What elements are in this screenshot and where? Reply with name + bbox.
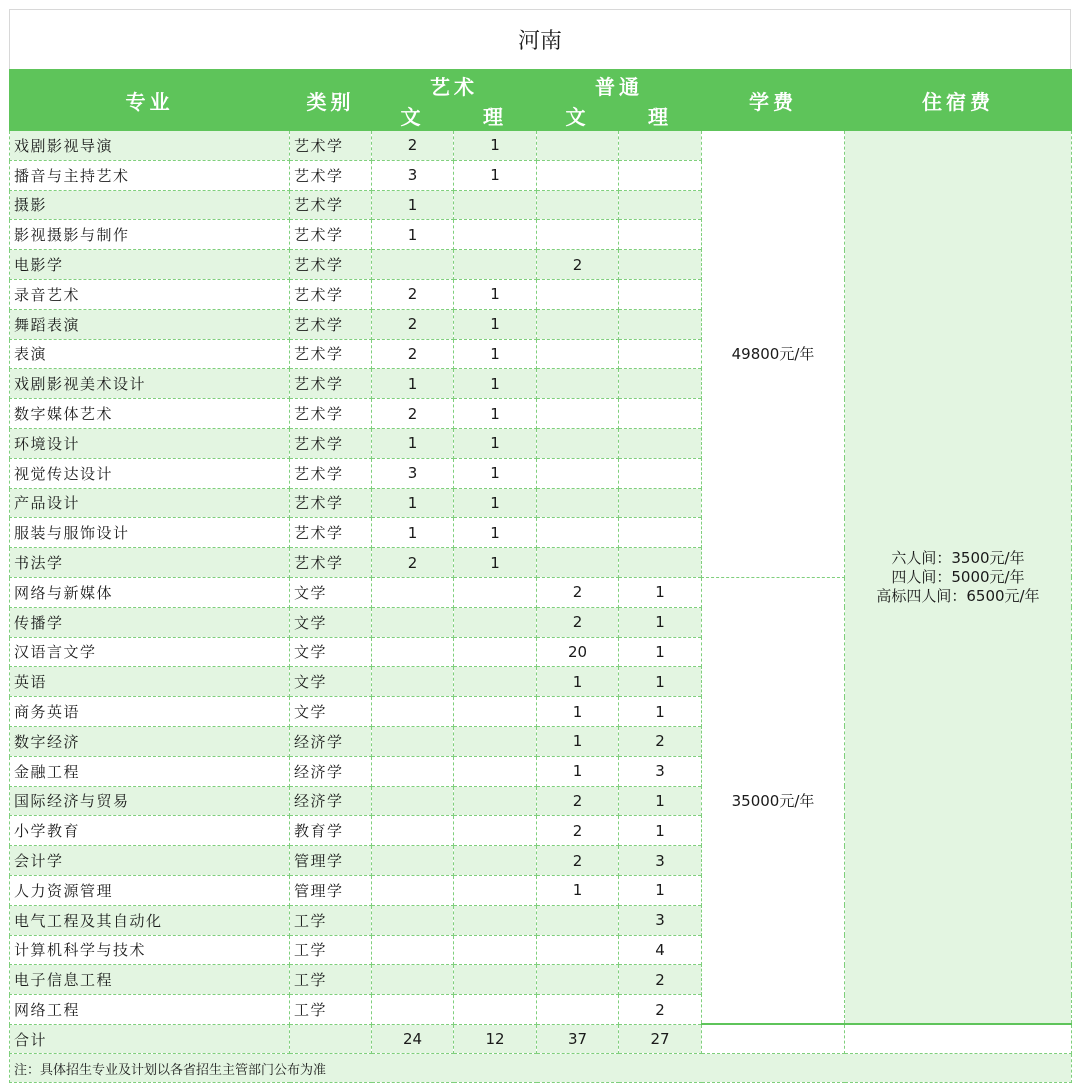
major-cell: 英语 xyxy=(10,667,290,697)
general-wen-cell xyxy=(537,458,619,488)
major-cell: 计算机科学与技术 xyxy=(10,935,290,965)
major-cell: 数字经济 xyxy=(10,726,290,756)
art-wen-cell: 1 xyxy=(372,369,454,399)
general-li-cell: 1 xyxy=(619,816,702,846)
general-li-cell xyxy=(619,131,702,161)
general-wen-cell: 1 xyxy=(537,875,619,905)
art-li-cell xyxy=(454,965,537,995)
general-wen-cell xyxy=(537,369,619,399)
art-wen-cell: 2 xyxy=(372,279,454,309)
art-li-cell: 1 xyxy=(454,428,537,458)
general-wen-cell xyxy=(537,965,619,995)
art-li-cell: 1 xyxy=(454,458,537,488)
major-cell: 小学教育 xyxy=(10,816,290,846)
art-li-cell: 1 xyxy=(454,399,537,429)
general-wen-cell xyxy=(537,190,619,220)
general-li-cell xyxy=(619,399,702,429)
general-wen-cell xyxy=(537,131,619,161)
art-li-cell xyxy=(454,905,537,935)
major-cell: 环境设计 xyxy=(10,428,290,458)
total-general-wen: 37 xyxy=(537,1024,619,1054)
major-cell: 人力资源管理 xyxy=(10,875,290,905)
art-li-cell xyxy=(454,637,537,667)
dorm-fee-line: 六人间：3500元/年 xyxy=(891,548,1025,567)
general-wen-cell xyxy=(537,518,619,548)
category-cell: 艺术学 xyxy=(290,339,372,369)
major-cell: 数字媒体艺术 xyxy=(10,399,290,429)
general-li-cell xyxy=(619,309,702,339)
art-wen-cell xyxy=(372,607,454,637)
category-cell: 管理学 xyxy=(290,875,372,905)
art-li-cell: 1 xyxy=(454,279,537,309)
category-cell: 工学 xyxy=(290,965,372,995)
general-wen-cell xyxy=(537,309,619,339)
art-wen-cell xyxy=(372,846,454,876)
category-cell: 艺术学 xyxy=(290,518,372,548)
table-body xyxy=(10,131,1072,1083)
general-li-cell: 1 xyxy=(619,607,702,637)
header-tuition: 学费 xyxy=(702,70,845,131)
general-li-cell: 1 xyxy=(619,875,702,905)
art-li-cell xyxy=(454,607,537,637)
major-cell: 电子信息工程 xyxy=(10,965,290,995)
art-wen-cell: 2 xyxy=(372,309,454,339)
major-cell: 书法学 xyxy=(10,548,290,578)
art-wen-cell: 1 xyxy=(372,488,454,518)
header-general-wen: 文 xyxy=(537,101,619,131)
general-li-cell: 3 xyxy=(619,905,702,935)
general-wen-cell: 1 xyxy=(537,667,619,697)
major-cell: 金融工程 xyxy=(10,756,290,786)
category-cell: 艺术学 xyxy=(290,160,372,190)
major-cell: 汉语言文学 xyxy=(10,637,290,667)
total-art-li: 12 xyxy=(454,1024,537,1054)
total-tuition-empty xyxy=(702,1024,845,1054)
general-li-cell xyxy=(619,428,702,458)
major-cell: 录音艺术 xyxy=(10,279,290,309)
category-cell: 经济学 xyxy=(290,726,372,756)
art-wen-cell xyxy=(372,697,454,727)
general-li-cell xyxy=(619,488,702,518)
total-row xyxy=(10,1024,1072,1054)
general-li-cell: 2 xyxy=(619,726,702,756)
art-li-cell xyxy=(454,577,537,607)
general-wen-cell xyxy=(537,995,619,1025)
general-li-cell: 1 xyxy=(619,786,702,816)
enrollment-sheet xyxy=(9,9,1071,1083)
art-li-cell xyxy=(454,190,537,220)
header-general: 普通 xyxy=(537,70,702,101)
footnote: 注：具体招生专业及计划以各省招生主管部门公布为准 xyxy=(10,1054,1072,1083)
art-li-cell xyxy=(454,875,537,905)
table-row xyxy=(10,131,1072,161)
art-wen-cell xyxy=(372,577,454,607)
general-wen-cell xyxy=(537,160,619,190)
art-wen-cell: 3 xyxy=(372,458,454,488)
art-wen-cell: 2 xyxy=(372,131,454,161)
category-cell: 工学 xyxy=(290,995,372,1025)
general-wen-cell xyxy=(537,339,619,369)
art-wen-cell xyxy=(372,756,454,786)
general-li-cell xyxy=(619,220,702,250)
category-cell: 文学 xyxy=(290,637,372,667)
art-wen-cell: 2 xyxy=(372,339,454,369)
general-wen-cell: 1 xyxy=(537,756,619,786)
major-cell: 戏剧影视美术设计 xyxy=(10,369,290,399)
major-cell: 电影学 xyxy=(10,250,290,280)
general-li-cell xyxy=(619,250,702,280)
art-li-cell: 1 xyxy=(454,518,537,548)
art-wen-cell xyxy=(372,637,454,667)
art-wen-cell xyxy=(372,786,454,816)
category-cell: 文学 xyxy=(290,667,372,697)
dorm-fee-line: 四人间：5000元/年 xyxy=(891,567,1025,586)
art-li-cell: 1 xyxy=(454,339,537,369)
general-li-cell xyxy=(619,548,702,578)
header-art: 艺术 xyxy=(372,70,537,101)
major-cell: 舞蹈表演 xyxy=(10,309,290,339)
major-cell: 网络工程 xyxy=(10,995,290,1025)
general-wen-cell: 2 xyxy=(537,786,619,816)
category-cell: 艺术学 xyxy=(290,220,372,250)
header-general-li: 理 xyxy=(619,101,702,131)
total-art-wen: 24 xyxy=(372,1024,454,1054)
header-major: 专业 xyxy=(10,70,290,131)
art-wen-cell xyxy=(372,250,454,280)
category-cell: 艺术学 xyxy=(290,190,372,220)
major-cell: 摄影 xyxy=(10,190,290,220)
category-cell: 文学 xyxy=(290,607,372,637)
general-li-cell: 1 xyxy=(619,697,702,727)
general-wen-cell xyxy=(537,488,619,518)
major-cell: 戏剧影视导演 xyxy=(10,131,290,161)
major-cell: 会计学 xyxy=(10,846,290,876)
general-li-cell: 4 xyxy=(619,935,702,965)
general-wen-cell xyxy=(537,548,619,578)
category-cell: 经济学 xyxy=(290,756,372,786)
note-row xyxy=(10,1054,1072,1083)
general-li-cell xyxy=(619,160,702,190)
tuition-general-cell: 35000元/年 xyxy=(702,577,845,1024)
total-label: 合计 xyxy=(10,1024,290,1054)
general-li-cell xyxy=(619,190,702,220)
major-cell: 国际经济与贸易 xyxy=(10,786,290,816)
major-cell: 传播学 xyxy=(10,607,290,637)
general-li-cell: 3 xyxy=(619,756,702,786)
art-wen-cell: 1 xyxy=(372,220,454,250)
sheet-title: 河南 xyxy=(9,9,1071,69)
category-cell: 艺术学 xyxy=(290,458,372,488)
art-wen-cell: 2 xyxy=(372,548,454,578)
major-cell: 影视摄影与制作 xyxy=(10,220,290,250)
general-li-cell: 2 xyxy=(619,995,702,1025)
general-wen-cell xyxy=(537,428,619,458)
art-li-cell xyxy=(454,935,537,965)
general-wen-cell: 2 xyxy=(537,816,619,846)
general-wen-cell: 1 xyxy=(537,726,619,756)
category-cell: 文学 xyxy=(290,577,372,607)
general-wen-cell: 2 xyxy=(537,846,619,876)
art-wen-cell xyxy=(372,965,454,995)
art-li-cell: 1 xyxy=(454,160,537,190)
category-cell: 艺术学 xyxy=(290,309,372,339)
art-wen-cell: 1 xyxy=(372,428,454,458)
major-cell: 产品设计 xyxy=(10,488,290,518)
dorm-fee-line: 高标四人间：6500元/年 xyxy=(876,586,1040,605)
dorm-fee-cell xyxy=(845,131,1072,1025)
art-li-cell xyxy=(454,250,537,280)
general-li-cell xyxy=(619,458,702,488)
art-li-cell xyxy=(454,756,537,786)
major-cell: 播音与主持艺术 xyxy=(10,160,290,190)
general-wen-cell xyxy=(537,399,619,429)
major-cell: 表演 xyxy=(10,339,290,369)
art-wen-cell: 1 xyxy=(372,518,454,548)
art-wen-cell xyxy=(372,905,454,935)
art-wen-cell: 3 xyxy=(372,160,454,190)
general-li-cell: 3 xyxy=(619,846,702,876)
art-wen-cell xyxy=(372,875,454,905)
category-cell: 工学 xyxy=(290,935,372,965)
category-cell: 工学 xyxy=(290,905,372,935)
art-li-cell: 1 xyxy=(454,488,537,518)
art-li-cell xyxy=(454,667,537,697)
art-wen-cell: 2 xyxy=(372,399,454,429)
header-dorm: 住宿费 xyxy=(845,70,1072,131)
total-general-li: 27 xyxy=(619,1024,702,1054)
art-li-cell xyxy=(454,726,537,756)
art-wen-cell: 1 xyxy=(372,190,454,220)
general-li-cell: 1 xyxy=(619,577,702,607)
enrollment-table xyxy=(9,69,1072,1083)
category-cell: 艺术学 xyxy=(290,279,372,309)
general-wen-cell: 2 xyxy=(537,577,619,607)
art-wen-cell xyxy=(372,667,454,697)
category-cell: 教育学 xyxy=(290,816,372,846)
general-li-cell xyxy=(619,518,702,548)
category-cell: 艺术学 xyxy=(290,399,372,429)
total-category xyxy=(290,1024,372,1054)
header-art-wen: 文 xyxy=(372,101,454,131)
art-li-cell xyxy=(454,995,537,1025)
general-wen-cell xyxy=(537,220,619,250)
art-wen-cell xyxy=(372,726,454,756)
category-cell: 艺术学 xyxy=(290,369,372,399)
art-li-cell: 1 xyxy=(454,369,537,399)
general-wen-cell: 1 xyxy=(537,697,619,727)
general-wen-cell: 2 xyxy=(537,607,619,637)
art-li-cell xyxy=(454,786,537,816)
general-wen-cell: 20 xyxy=(537,637,619,667)
major-cell: 视觉传达设计 xyxy=(10,458,290,488)
art-li-cell xyxy=(454,816,537,846)
category-cell: 艺术学 xyxy=(290,548,372,578)
category-cell: 文学 xyxy=(290,697,372,727)
general-li-cell: 2 xyxy=(619,965,702,995)
art-wen-cell xyxy=(372,816,454,846)
art-li-cell: 1 xyxy=(454,309,537,339)
general-li-cell xyxy=(619,369,702,399)
general-wen-cell: 2 xyxy=(537,250,619,280)
header-art-li: 理 xyxy=(454,101,537,131)
major-cell: 电气工程及其自动化 xyxy=(10,905,290,935)
header-category: 类别 xyxy=(290,70,372,131)
art-li-cell: 1 xyxy=(454,548,537,578)
category-cell: 艺术学 xyxy=(290,250,372,280)
art-li-cell xyxy=(454,846,537,876)
art-wen-cell xyxy=(372,995,454,1025)
category-cell: 艺术学 xyxy=(290,488,372,518)
category-cell: 艺术学 xyxy=(290,131,372,161)
general-li-cell: 1 xyxy=(619,667,702,697)
category-cell: 经济学 xyxy=(290,786,372,816)
general-wen-cell xyxy=(537,279,619,309)
general-li-cell xyxy=(619,339,702,369)
total-dorm-empty xyxy=(845,1024,1072,1054)
category-cell: 艺术学 xyxy=(290,428,372,458)
category-cell: 管理学 xyxy=(290,846,372,876)
general-wen-cell xyxy=(537,905,619,935)
major-cell: 网络与新媒体 xyxy=(10,577,290,607)
art-li-cell xyxy=(454,220,537,250)
general-wen-cell xyxy=(537,935,619,965)
major-cell: 商务英语 xyxy=(10,697,290,727)
tuition-art-cell: 49800元/年 xyxy=(702,131,845,578)
art-li-cell: 1 xyxy=(454,131,537,161)
major-cell: 服装与服饰设计 xyxy=(10,518,290,548)
general-li-cell xyxy=(619,279,702,309)
general-li-cell: 1 xyxy=(619,637,702,667)
art-li-cell xyxy=(454,697,537,727)
art-wen-cell xyxy=(372,935,454,965)
